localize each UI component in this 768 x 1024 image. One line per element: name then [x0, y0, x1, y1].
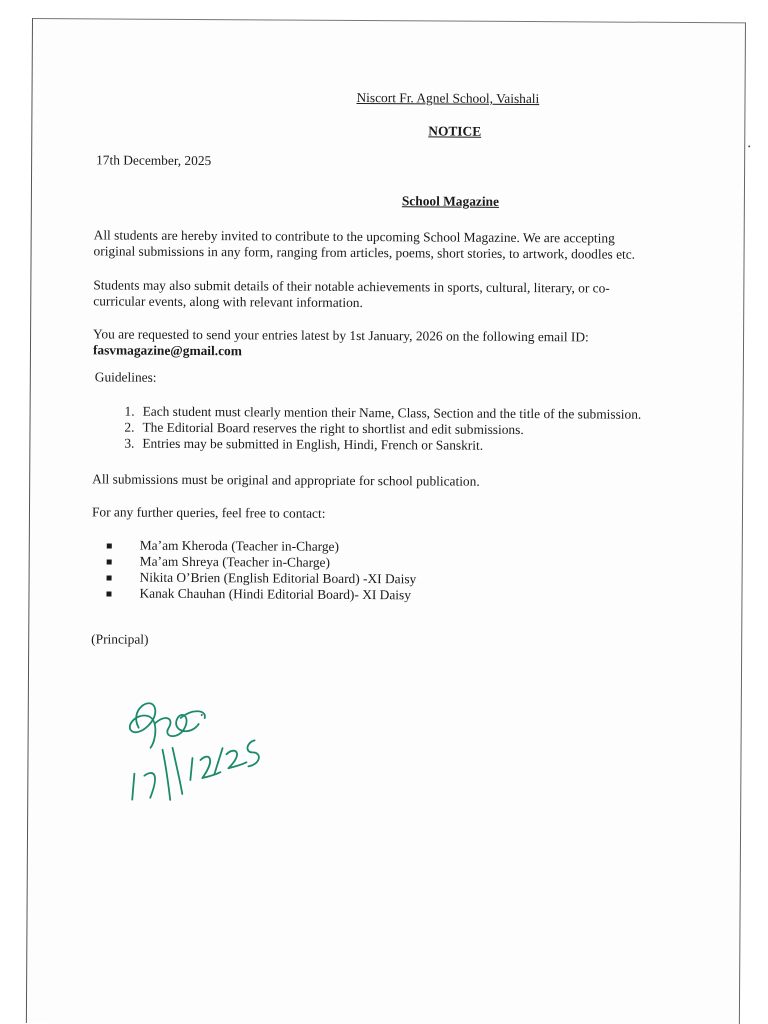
principal-signature	[120, 688, 271, 819]
school-name: Niscort Fr. Agnel School, Vaishali	[356, 89, 540, 107]
contact-text: Ma’am Kheroda (Teacher in-Charge)	[139, 537, 340, 554]
principal-designation: (Principal)	[91, 631, 149, 647]
guideline-text: Entries may be submitted in English, Hindi, French or Sanskrit.	[142, 435, 484, 453]
achievements-line: Students may also submit details of their notable achievements in sports, cultural, literary, or co-	[93, 277, 610, 296]
contact-item	[91, 585, 416, 603]
signature-stroke	[172, 748, 182, 794]
contact-text: Kanak Chauhan (Hindi Editorial Board)- XI Daisy	[139, 585, 411, 603]
signature-stroke	[247, 740, 259, 766]
invitation-paragraph	[94, 227, 694, 263]
deadline-paragraph	[93, 326, 693, 362]
square-bullet-icon	[92, 553, 126, 569]
contact-item	[92, 537, 417, 555]
contact-text: Ma’am Shreya (Teacher in-Charge)	[139, 553, 331, 570]
invitation-line: All students are hereby invited to contribute to the upcoming School Magazine. We are accepting	[93, 227, 615, 246]
notice-heading: NOTICE	[428, 123, 482, 139]
invitation-line: original submissions in any form, ranging from articles, poems, short stories, to artwork, doodles etc.	[93, 243, 636, 262]
square-bullet-icon	[92, 569, 126, 585]
closing-note: All submissions must be original and appropriate for school publication.	[92, 471, 480, 489]
contact-text: Nikita O’Brien (English Editorial Board) -XI Daisy	[139, 569, 417, 587]
signature-stroke	[181, 711, 205, 718]
notice-content	[91, 19, 695, 647]
guideline-number: 2.	[124, 419, 135, 435]
signature-stroke	[130, 703, 156, 748]
guideline-number: 3.	[124, 435, 135, 451]
contact-email: fasvmagazine@gmail.com	[92, 342, 242, 359]
notice-page	[26, 18, 746, 1024]
contacts-list	[91, 537, 416, 603]
signature-stroke	[155, 715, 199, 737]
signature-stroke	[132, 774, 134, 800]
signature-stroke	[226, 751, 246, 769]
guideline-number: 1.	[124, 403, 135, 419]
signature-stroke	[200, 757, 220, 779]
guideline-item	[92, 435, 712, 455]
achievements-paragraph	[93, 277, 693, 313]
deadline-line: You are requested to send your entries latest by 1st January, 2026 on the following email ID:	[93, 326, 589, 345]
square-bullet-icon	[91, 585, 125, 601]
signature-stroke	[214, 748, 222, 774]
contact-item	[92, 553, 417, 571]
signature-stroke	[144, 773, 155, 798]
achievements-line: curricular events, along with relevant information.	[93, 293, 363, 311]
signature-stroke	[190, 758, 192, 780]
notice-subject: School Magazine	[401, 193, 500, 209]
guideline-text: Each student must clearly mention their Name, Class, Section and the title of the submission.	[142, 403, 642, 422]
guidelines-list	[92, 403, 712, 455]
contact-item	[92, 569, 417, 587]
contact-label: For any further queries, feel free to contact:	[91, 504, 326, 521]
guidelines-label: Guidelines:	[94, 369, 157, 385]
guideline-text: The Editorial Board reserves the right to shortlist and edit submissions.	[142, 419, 524, 438]
scan-fleck	[748, 145, 750, 147]
signature-stroke	[162, 750, 170, 800]
notice-date: 17th December, 2025	[96, 152, 212, 169]
square-bullet-icon	[92, 537, 126, 553]
